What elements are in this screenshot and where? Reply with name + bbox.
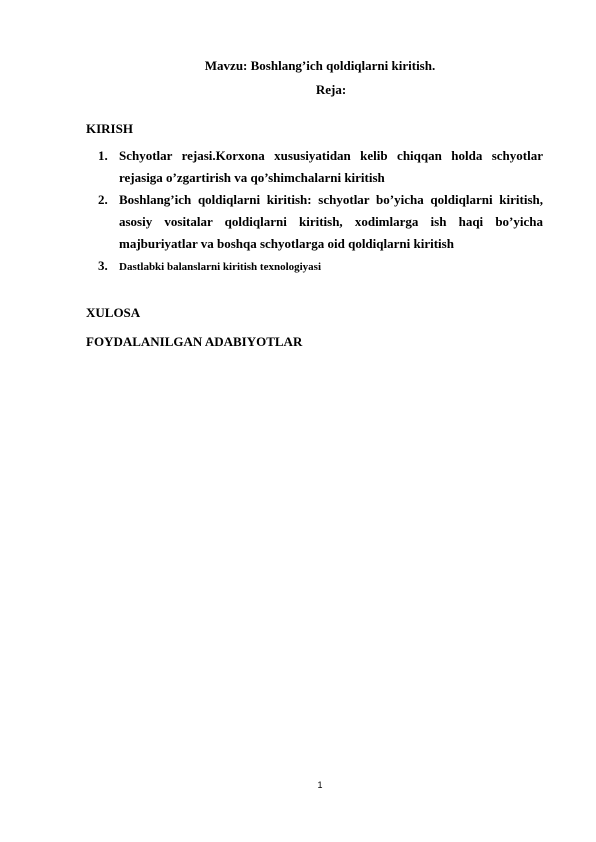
document-title: Mavzu: Boshlang’ich qoldiqlarni kiritish.	[204, 58, 436, 73]
document-subtitle: Reja:	[315, 82, 347, 97]
list-item-text: Dastlabki balanslarni kiritish texnologiyasi	[119, 261, 322, 273]
page-number: 1	[317, 780, 323, 790]
list-item	[98, 189, 543, 255]
section-heading-references: FOYDALANILGAN ADABIYOTLAR	[86, 334, 303, 349]
list-item	[98, 145, 543, 189]
section-heading-conclusion: XULOSA	[86, 305, 141, 320]
list-item-number: 3.	[98, 258, 108, 273]
plan-list	[98, 145, 543, 278]
list-item-number: 1.	[98, 148, 108, 163]
list-item-text: Boshlang’ich qoldiqlarni kiritish: schyotlar bo’yicha qoldiqlarni kiritish, asosiy vositalar qoldiqlarni kiritish, xodimlarga ish haqi bo’yicha majburiyatlar va boshqa schyotlarga oid qoldiqlarni kiritish	[119, 192, 543, 251]
list-item-text: Schyotlar rejasi.Korxona xususiyatidan kelib chiqqan holda schyotlar rejasiga o’zgartirish va qo’shimchalarni kiritish	[119, 148, 543, 185]
document-header	[0, 56, 596, 100]
list-item-number: 2.	[98, 192, 108, 207]
list-item	[98, 255, 543, 278]
section-heading-introduction: KIRISH	[86, 121, 133, 136]
